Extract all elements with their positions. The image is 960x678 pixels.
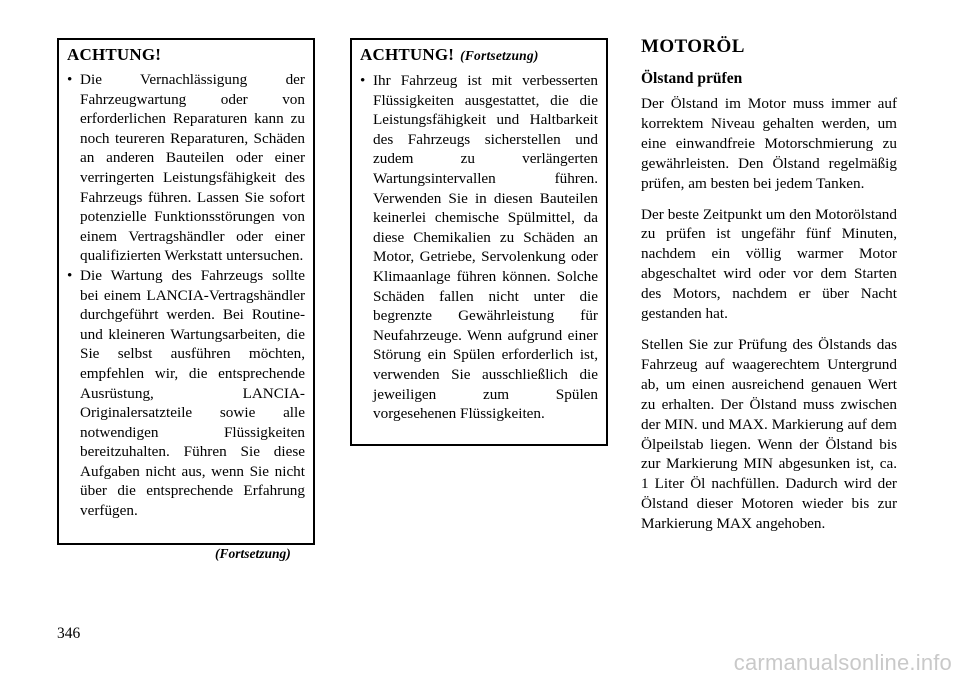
- warning-box-2: [350, 38, 608, 446]
- section-subheading: Ölstand prüfen: [641, 70, 743, 87]
- warning-title: [360, 44, 598, 67]
- warning-item: • Ihr Fahrzeug ist mit verbesserten Flüssigkeiten ausgestattet, die die Leistungsfähigkeit und Haltbarkeit des Fahrzeugs sicherstellen und zudem zu verlängerten Wartungsintervallen führen. Verwenden Sie in diesen Bauteilen keinerlei chemische Spülmittel, da diese Chemikalien zu Schäden an Motor, Getriebe, Servolenkung oder Klimaanlage führen können. Solche Schäden fallen nicht unter die begrenzte Gewährleistung für Neufahrzeuge. Wenn aufgrund einer Störung ein Spülen erforderlich ist, verwenden Sie ausschließlich die jeweiligen zum Spülen vorgesehenen Flüssigkeiten.: [360, 71, 598, 424]
- section-heading: MOTORÖL: [641, 36, 745, 57]
- warning-title: ACHTUNG!: [67, 45, 162, 64]
- warning-box-1: [57, 38, 315, 545]
- warning-title-text: ACHTUNG!: [360, 45, 455, 64]
- paragraph: Der Ölstand im Motor muss immer auf korrektem Niveau gehalten werden, um eine einwandfreie Motorschmierung zu gewährleisten. Den Ölstand regelmäßig prüfen, am besten bei jedem Tanken.: [641, 95, 897, 192]
- page-number: 346: [57, 625, 81, 642]
- continued-note: (Fortsetzung): [215, 546, 291, 561]
- paragraph: Stellen Sie zur Prüfung des Ölstands das Fahrzeug auf waagerechtem Untergrund ab, um einen ausreichend genauen Wert zu erhalten. Der Ölstand muss zwischen der MIN. und MAX. Markierung auf dem Ölpeilstab liegen. Wenn der Ölstand bis zur Markierung MIN abgesunken ist, ca. 1 Liter Öl nachfüllen. Dadurch wird der Ölstand dieser Motoren wieder bis zur Markierung MAX angehoben.: [641, 335, 897, 533]
- warning-subtitle: (Fortsetzung): [460, 48, 539, 63]
- paragraph: Der beste Zeitpunkt um den Motorölstand zu prüfen ist ungefähr fünf Minuten, nachdem ein völlig warmer Motor abgeschaltet wird oder vor dem Starten des Motors, nachdem er über Nacht gestanden hat.: [641, 205, 897, 323]
- warning-list: [67, 70, 305, 521]
- watermark: carmanualsonline.info: [733, 650, 952, 675]
- warning-item: • Die Vernachlässigung der Fahrzeugwartung oder von erforderlichen Reparaturen kann zu noch teureren Reparaturen, Schäden an anderen Bauteilen oder einer verringerten Leistungsfähigkeit des Fahrzeugs führen. Lassen Sie sofort potenzielle Funktionsstörungen von einem Vertragshändler oder einer qualifizierten Werkstatt untersuchen.: [67, 70, 305, 266]
- engine-oil-section: [641, 36, 897, 545]
- warning-list: [360, 71, 598, 424]
- warning-item: • Die Wartung des Fahrzeugs sollte bei einem LANCIA-Vertragshändler durchgeführt werden. Bei Routine- und kleineren Wartungsarbeiten, die Sie selbst ausführen möchten, empfehlen wir, die entsprechende Ausrüstung, LANCIA-Originalersatzteile sowie alle notwendigen Flüssigkeiten bereitzuhalten. Führen Sie diese Aufgaben nicht aus, wenn Sie nicht über die entsprechende Erfahrung verfügen.: [67, 266, 305, 521]
